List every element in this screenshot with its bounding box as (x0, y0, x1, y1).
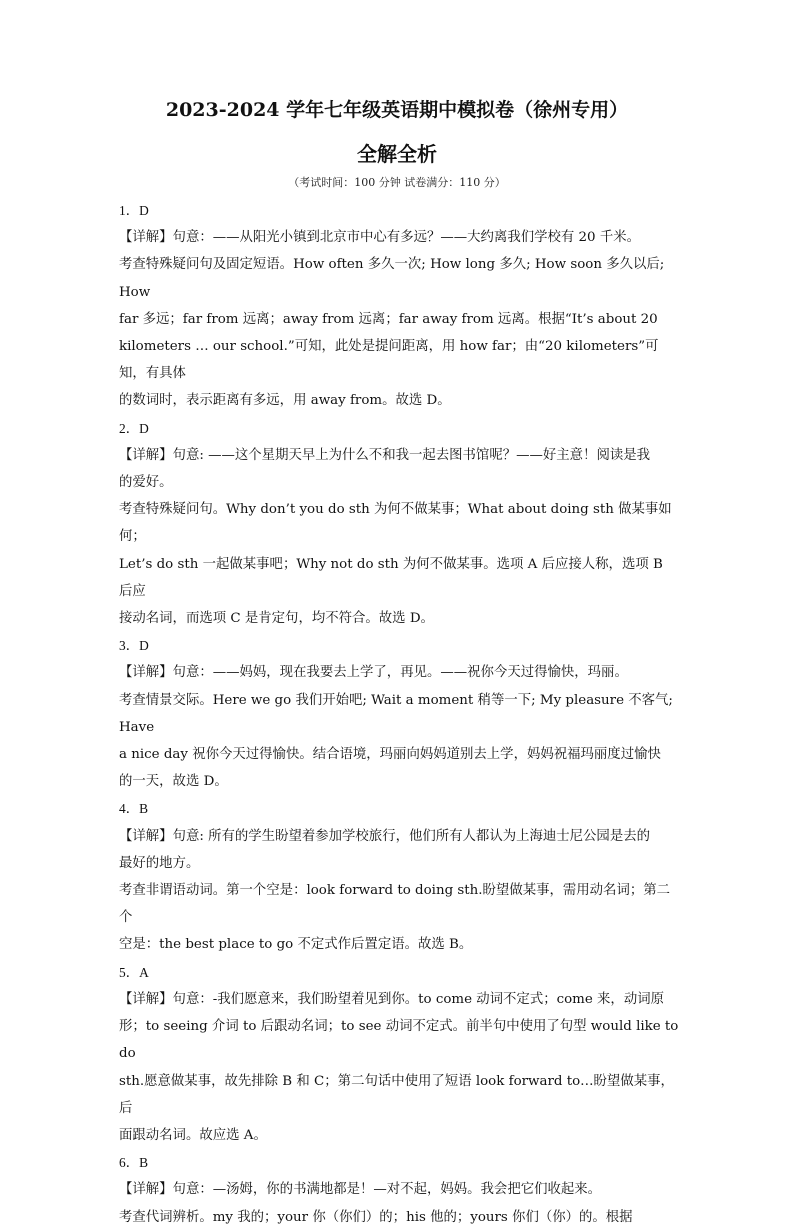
explanation-line: 【详解】句意：——从阳光小镇到北京市中心有多远？——大约离我们学校有 20 千米。 (119, 230, 641, 246)
exam-meta: （考试时间：100 分钟 试卷满分：110 分） (288, 176, 506, 189)
explanation-line: 空是：the best place to go 不定式作后置定语。故选 B。 (119, 937, 473, 953)
question-number: 2．D (119, 420, 149, 436)
explanation-line: 考查特殊疑问句及固定短语。How often 多久一次; How long 多久; How soon 多久以后; How (119, 257, 665, 300)
explanation-line: 接动名词，而选项 C 是肯定句，均不符合。故选 D。 (119, 611, 434, 627)
question-number: 6．B (119, 1155, 149, 1171)
question-number: 4．B (119, 801, 149, 817)
explanation-line: sth.愿意做某事，故先排除 B 和 C；第二句话中使用了短语 look forward to…盼望做某事，后 (119, 1073, 674, 1116)
explanation-line: 面跟动名词。故应选 A。 (119, 1127, 267, 1143)
explanation-line: far 多远；far from 远离；away from 远离；far away from 远离。根据“It’s about 20 (119, 311, 658, 327)
explanation-line: 考查代词辨析。my 我的；your 你（你们）的；his 他的；yours 你们（你）的。根据 (119, 1209, 633, 1225)
explanation-line: Let’s do sth 一起做某事吧；Why not do sth 为何不做某事。选项 A 后应接人称，选项 B 后应 (119, 556, 663, 599)
explanation-line: 考查非谓语动词。第一个空是：look forward to doing sth.盼望做某事，需用动名词；第二个 (119, 883, 671, 926)
explanation-line: 最好的地方。 (119, 855, 200, 871)
explanation-line: 【详解】句意：-我们愿意来，我们盼望着见到你。to come 动词不定式；come 来，动词原 (119, 991, 664, 1007)
explanation-line: 的爱好。 (119, 475, 173, 491)
explanation-line: 形；to seeing 介词 to 后跟动名词；to see 动词不定式。前半句中使用了句型 would like to do (119, 1019, 679, 1062)
page-title: 2023-2024 学年七年级英语期中模拟卷（徐州专用） (165, 99, 629, 121)
explanation-line: 的一天，故选 D。 (119, 774, 228, 790)
page-subtitle: 全解全析 (357, 142, 437, 166)
question-number: 1．D (119, 203, 149, 218)
answer-content (119, 197, 679, 1231)
explanation-line: 【详解】句意：—汤姆，你的书满地都是！—对不起，妈妈。我会把它们收起来。 (119, 1182, 602, 1198)
question-number: 3．D (119, 638, 149, 654)
explanation-line: 【详解】句意: 所有的学生盼望着参加学校旅行，他们所有人都认为上海迪士尼公园是去的 (119, 828, 650, 844)
explanation-line: 考查特殊疑问句。Why don’t you do sth 为何不做某事；What about doing sth 做某事如何； (119, 502, 672, 545)
explanation-line: kilometers … our school.”可知，此处是提问距离，用 how far；由“20 kilometers”可知，有具体 (119, 339, 659, 382)
explanation-line: a nice day 祝你今天过得愉快。结合语境，玛丽向妈妈道别去上学，妈妈祝福玛丽度过愉快 (119, 747, 661, 763)
explanation-line: 考查情景交际。Here we go 我们开始吧; Wait a moment 稍等一下; My pleasure 不客气; Have (119, 692, 673, 735)
explanation-line: 的数词时，表示距离有多远，用 away from。故选 D。 (119, 393, 451, 409)
question-number: 5．A (119, 964, 149, 980)
explanation-line: 【详解】句意：——妈妈，现在我要去上学了，再见。——祝你今天过得愉快，玛丽。 (119, 665, 628, 681)
explanation-line: 【详解】句意: ——这个星期天早上为什么不和我一起去图书馆呢？——好主意！阅读是我 (119, 447, 650, 463)
